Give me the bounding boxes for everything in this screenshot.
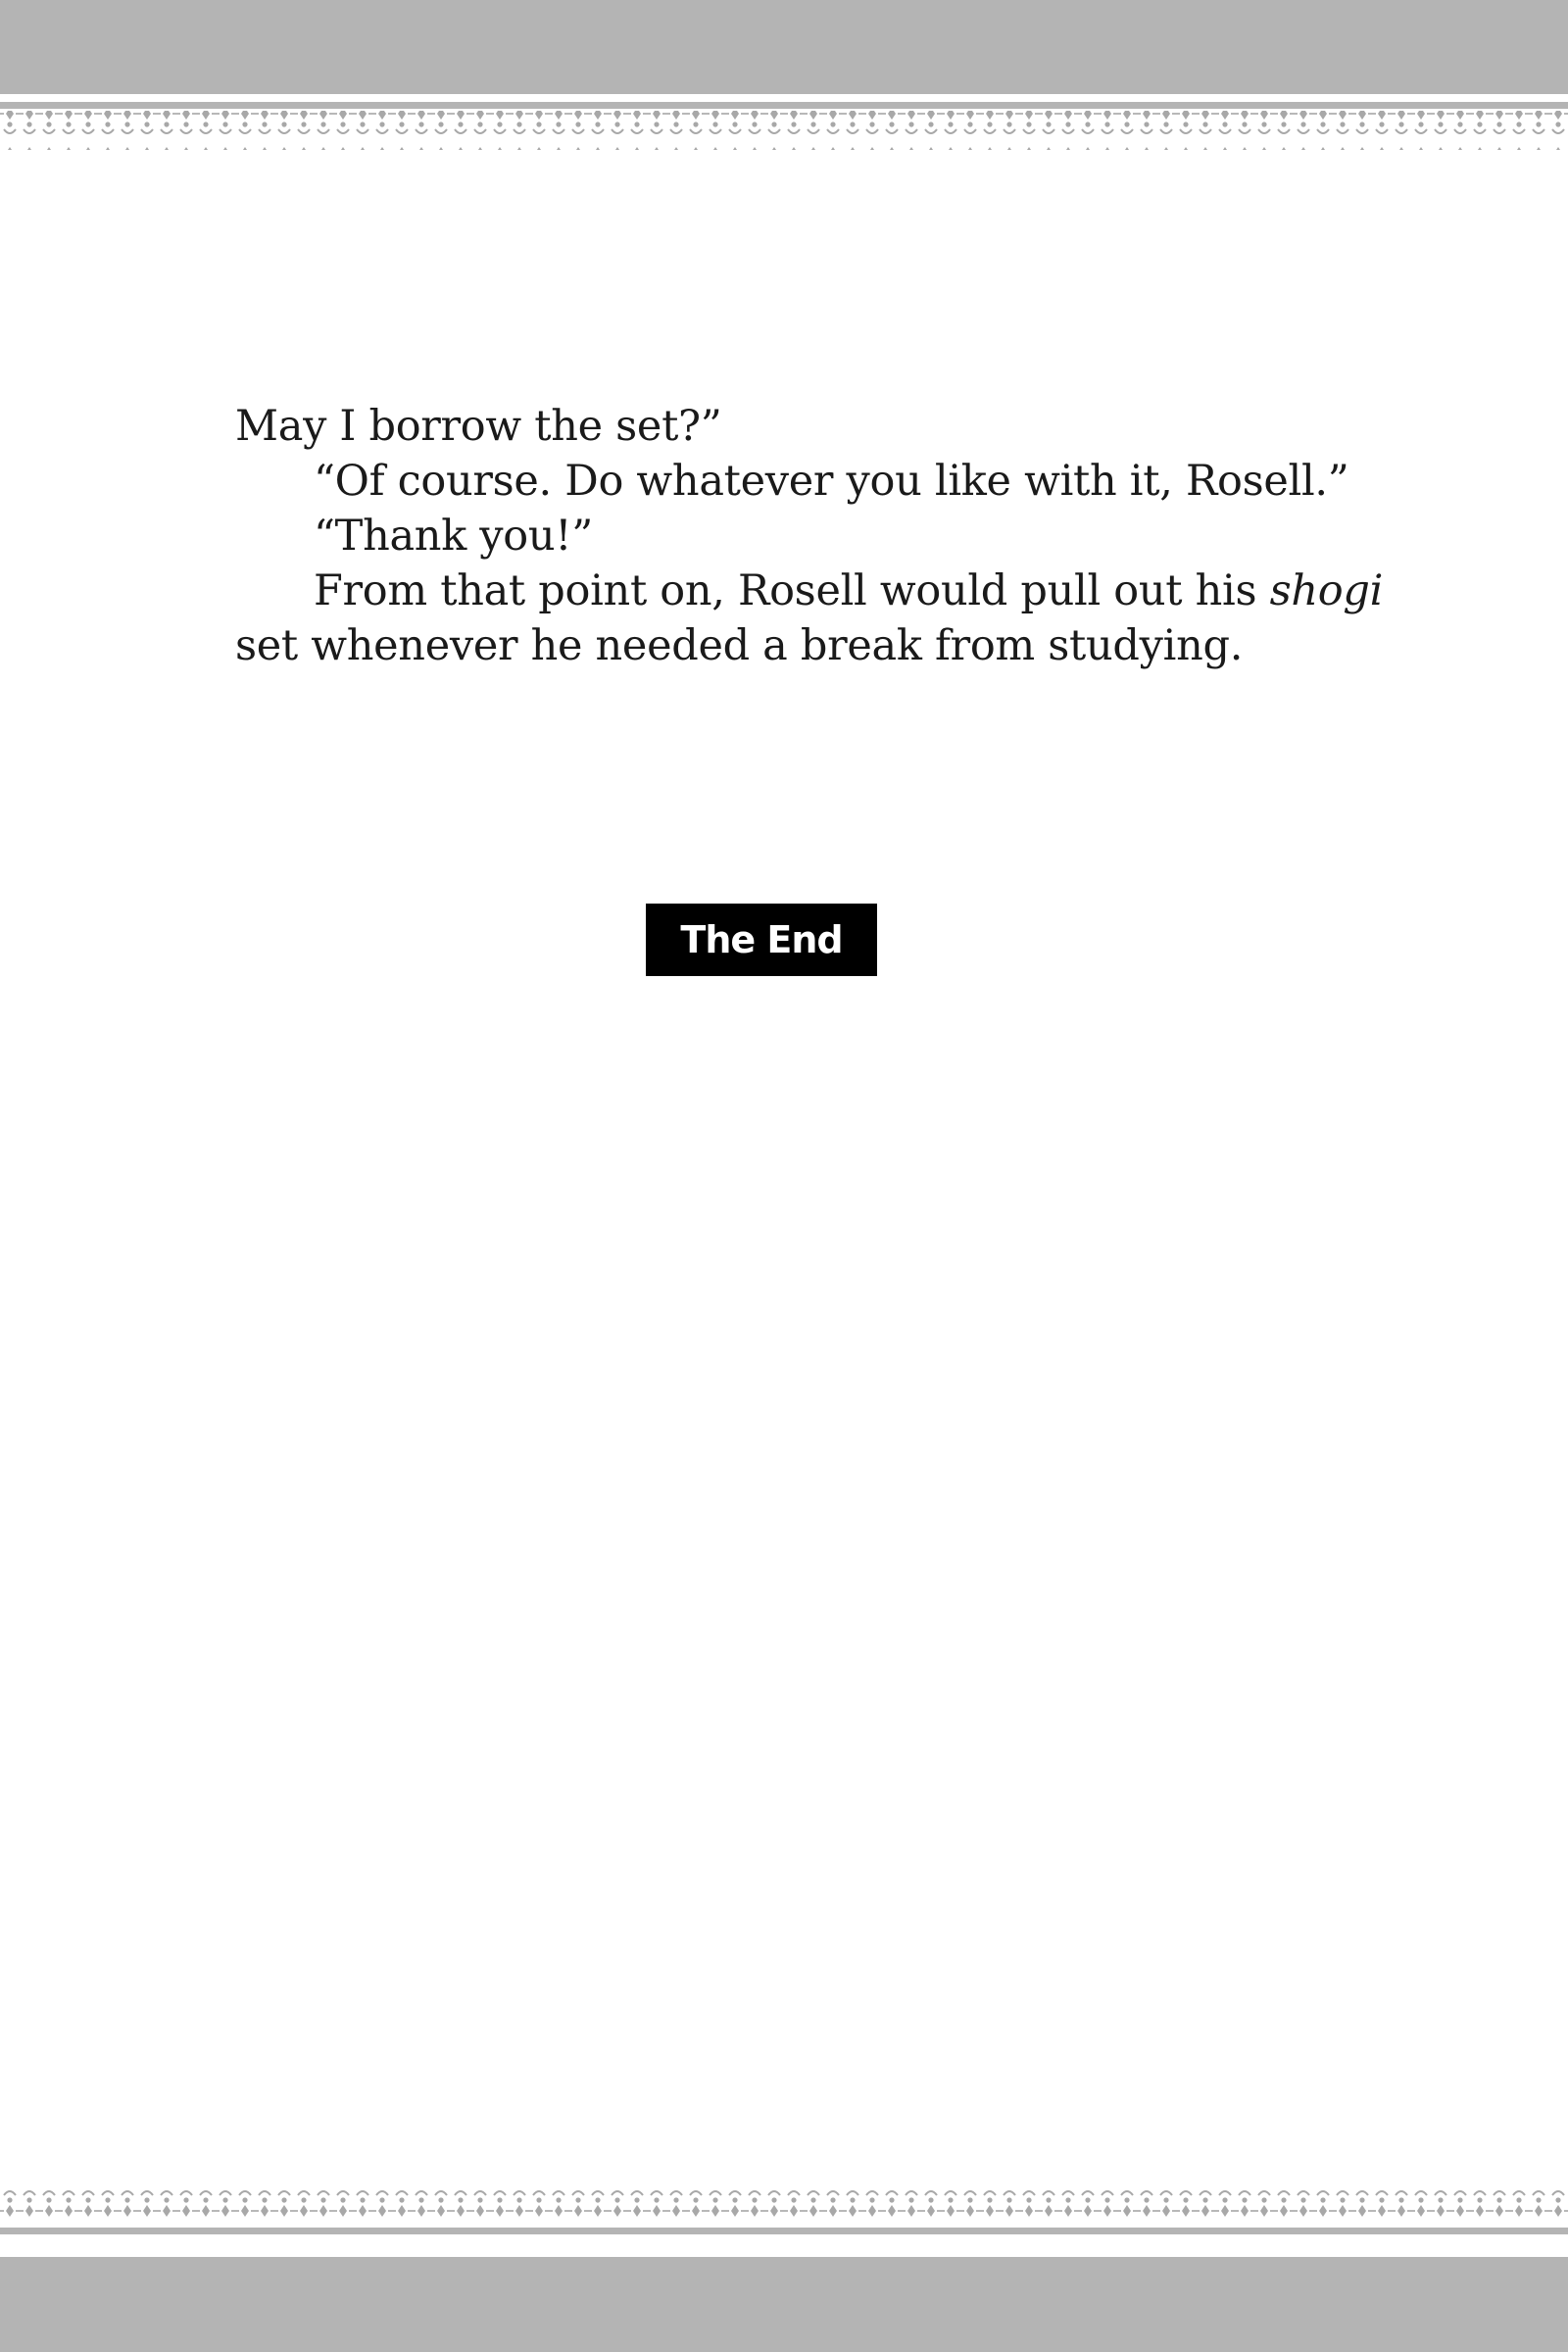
text-line-4-main: From that point on, Rosell would pull out his [314,566,1270,615]
top-ornamental-border [0,102,1568,153]
text-line-1: May I borrow the set?” [235,402,722,451]
bottom-gray-band [0,2257,1568,2352]
text-line-5: set whenever he needed a break from studying. [235,621,1244,670]
top-gray-band [0,0,1568,94]
bottom-ornamental-border [0,2183,1568,2234]
text-line-2: “Of course. Do whatever you like with it, Rosell.” [314,457,1349,506]
text-line-3: “Thank you!” [314,512,593,561]
the-end-label: The End [646,904,877,976]
text-line-4-emphasis: shogi [1269,566,1384,615]
text-line-4 [235,564,1382,618]
story-text [235,399,1382,673]
